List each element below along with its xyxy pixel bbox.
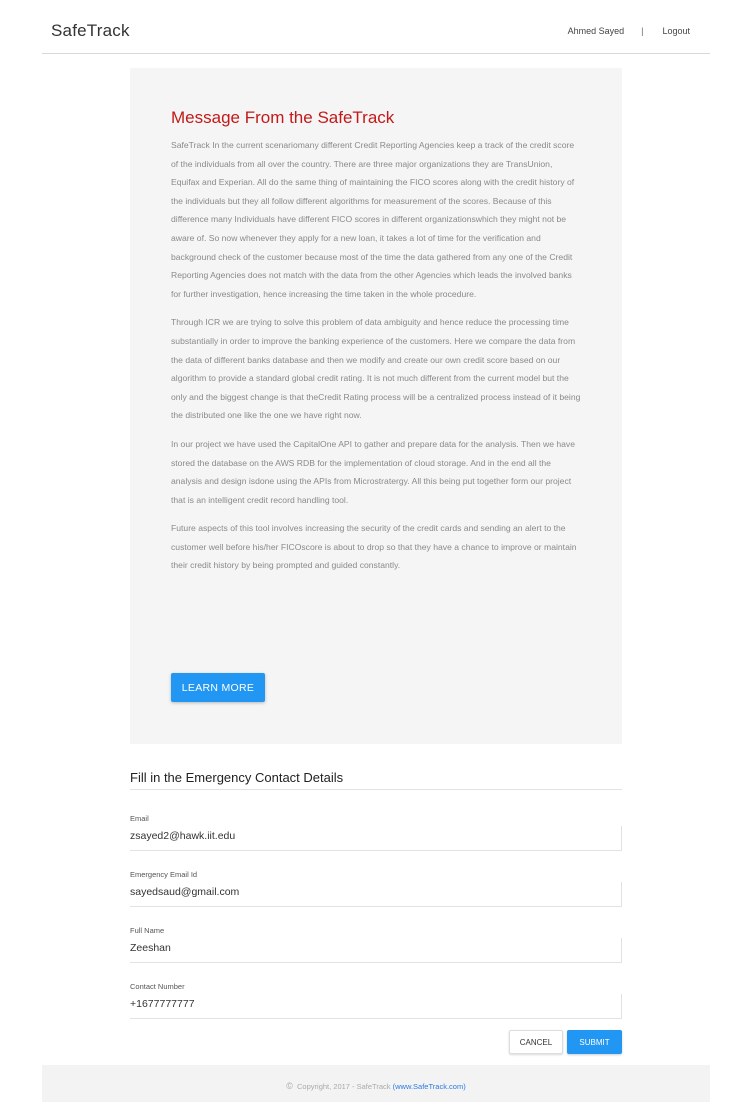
brand-logo[interactable]: SafeTrack xyxy=(51,21,130,40)
emergency-email-field-group xyxy=(130,870,622,907)
contact-number-field-group xyxy=(130,982,622,1019)
message-title: Message From the SafeTrack xyxy=(171,108,395,127)
cancel-button[interactable]: CANCEL xyxy=(509,1030,563,1054)
copyright-text: Copyright, 2017 - SafeTrack xyxy=(297,1082,391,1091)
user-name: Ahmed Sayed xyxy=(567,26,625,36)
emergency-email-label: Emergency Email Id xyxy=(130,870,198,879)
emergency-contact-form xyxy=(130,770,622,1047)
email-label: Email xyxy=(130,814,149,823)
message-paragraph: In our project we have used the CapitalOne API to gather and prepare data for the analysis. Then we have stored the database on the AWS RDB for the implementation of cloud storage. And in the end all the analysis and design isdone using the APIs from Microstratergy. All this being put together form our project that is an intelligent credit record handling tool. xyxy=(171,438,576,505)
submit-button[interactable]: SUBMIT xyxy=(567,1030,622,1054)
full-name-label: Full Name xyxy=(130,926,165,935)
top-navbar xyxy=(42,0,710,54)
message-body xyxy=(171,136,583,585)
message-paragraph: Future aspects of this tool involves increasing the security of the credit cards and sending an alert to the customer well before his/her FICOscore is about to drop so that they have a chance to improve or maintain their credit history by being prompted and guided constantly. xyxy=(171,523,577,571)
message-panel xyxy=(130,68,622,744)
learn-more-button[interactable]: LEARN MORE xyxy=(171,673,265,702)
copyright-icon: © xyxy=(286,1081,293,1091)
footer xyxy=(42,1065,710,1102)
message-paragraph: SafeTrack In the current scenariomany different Credit Reporting Agencies keep a track of the credit score of the individuals from all over the country. There are three major organizations they are TransUnion, Equifax and Experian. All do the same thing of maintaining the FICO scores along with the credit history of the individuals but they all follow different algorithms for measurement of the scores. Because of this difference many Individuals have different FICO scores in different organizationswhich they might not be aware of. So now whenever they apply for a new loan, it takes a lot of time for the verification and background check of the customer because most of the time the data gathered from any one of the Credit Reporting Agencies does not match with the data from the other Agencies which leads the involved banks for further investigation, hence increasing the time taken in the whole procedure. xyxy=(171,140,575,299)
form-actions xyxy=(509,1030,622,1054)
form-title: Fill in the Emergency Contact Details xyxy=(130,770,622,790)
message-paragraph: Through ICR we are trying to solve this problem of data ambiguity and hence reduce the processing time substantially in order to improve the banking experience of the customers. Here we compare the data from the data of different banks database and then we modify and create our own credit score based on our algorithm to provide a standard global credit rating. It is not much different from the current model but the only and the biggest change is that theCredit Rating process will be a centralized process instead of it being the distributed one like the one we have right now. xyxy=(171,317,581,421)
contact-number-field[interactable] xyxy=(130,998,610,1010)
email-field-group xyxy=(130,814,622,851)
full-name-field[interactable] xyxy=(130,942,610,954)
contact-number-label: Contact Number xyxy=(130,982,185,991)
user-menu xyxy=(568,26,690,36)
nav-separator: | xyxy=(641,26,644,36)
full-name-field-group xyxy=(130,926,622,963)
emergency-email-field[interactable] xyxy=(130,886,610,898)
footer-site-link[interactable]: (www.SafeTrack.com) xyxy=(392,1082,466,1091)
logout-link[interactable]: Logout xyxy=(662,26,690,36)
email-field[interactable] xyxy=(130,830,610,842)
